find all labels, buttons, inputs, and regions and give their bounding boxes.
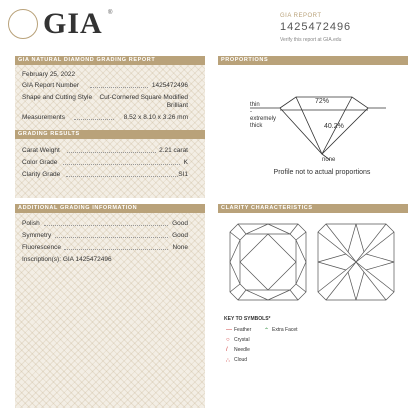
row-leader (74, 119, 114, 120)
row-leader (44, 225, 168, 226)
proportions-note: Profile not to actual proportions (273, 169, 371, 176)
row-value: 8.52 x 8.10 x 3.26 mm (123, 114, 188, 121)
row-color (22, 158, 188, 168)
row-label: Measurements (22, 114, 65, 121)
row-shape-cont (22, 101, 188, 111)
proportions-diagram (218, 66, 408, 188)
inscription: Inscription(s): GIA 1425472496 (22, 256, 112, 263)
report-date: February 25, 2022 (22, 71, 76, 78)
row-leader (67, 152, 156, 153)
section-title-grading-results: GRADING RESULTS (15, 130, 205, 139)
row-label: Shape and Cutting Style (22, 94, 93, 101)
depth-percentage: 40.2% (324, 123, 344, 130)
row-value: 2.21 carat (159, 147, 188, 154)
culet-label: none (322, 157, 336, 163)
row-leader (64, 249, 168, 250)
girdle-label-thin: thin (250, 102, 260, 108)
symbol-extra-facet-icon: ⌃ (264, 328, 270, 334)
row-value: 1425472496 (151, 82, 188, 89)
row-value: Brilliant (166, 102, 188, 109)
section-title-grading-report: GIA NATURAL DIAMOND GRADING REPORT (15, 56, 205, 65)
row-label: Polish (22, 220, 40, 227)
row-fluorescence (22, 243, 188, 253)
row-polish (22, 219, 188, 229)
section-title-proportions: PROPORTIONS (218, 56, 408, 65)
row-report-number (22, 81, 188, 91)
symbol-feather-icon: — (226, 327, 232, 333)
symbol-crystal-icon: ○ (226, 337, 230, 343)
row-label: GIA Report Number (22, 82, 80, 89)
row-value: K (183, 159, 188, 166)
symbol-needle-icon: / (226, 347, 228, 353)
gia-logo: GIA (43, 7, 103, 40)
symbol-crystal-label: Crystal (234, 337, 250, 343)
symbol-cloud-icon: ∴ (226, 358, 230, 364)
row-leader (63, 164, 180, 165)
row-label: Symmetry (22, 232, 52, 239)
row-label: Clarity Grade (22, 171, 61, 178)
girdle-label-thick: thick (250, 123, 263, 129)
left-pattern-bottom (15, 212, 205, 408)
row-measurements (22, 113, 188, 123)
row-label: Carat Weight (22, 147, 60, 154)
row-value: Good (172, 220, 188, 227)
symbol-extra-facet-label: Extra Facet (272, 327, 298, 333)
row-clarity (22, 170, 188, 180)
clarity-plot-crown (228, 222, 308, 302)
row-leader (66, 176, 178, 177)
section-title-clarity: CLARITY CHARACTERISTICS (218, 204, 408, 213)
row-value: Cut-Cornered Square Modified (99, 94, 188, 101)
report-label: GIA REPORT (280, 13, 322, 19)
registered-mark: ® (108, 10, 113, 16)
symbol-needle-label: Needle (234, 347, 250, 353)
row-value: None (172, 244, 188, 251)
girdle-label-dash: - (250, 109, 252, 115)
table-percentage: 72% (314, 98, 330, 105)
section-title-additional-info: ADDITIONAL GRADING INFORMATION (15, 204, 205, 213)
row-symmetry (22, 231, 188, 241)
clarity-plot-pavilion (316, 222, 396, 302)
key-to-symbols-title: KEY TO SYMBOLS* (224, 316, 271, 322)
gia-seal-icon (8, 9, 38, 39)
row-label: Color Grade (22, 159, 58, 166)
row-value: SI1 (178, 171, 188, 178)
row-value: Good (172, 232, 188, 239)
symbol-feather-label: Feather (234, 327, 252, 333)
row-leader (90, 87, 148, 88)
verify-text: Verify this report at GIA.edu (280, 37, 342, 43)
row-label: Fluorescence (22, 244, 62, 251)
row-carat (22, 146, 188, 156)
report-number: 1425472496 (280, 21, 352, 33)
symbol-cloud-label: Cloud (234, 357, 248, 363)
row-leader (55, 237, 168, 238)
girdle-label-extremely: extremely (250, 116, 277, 122)
